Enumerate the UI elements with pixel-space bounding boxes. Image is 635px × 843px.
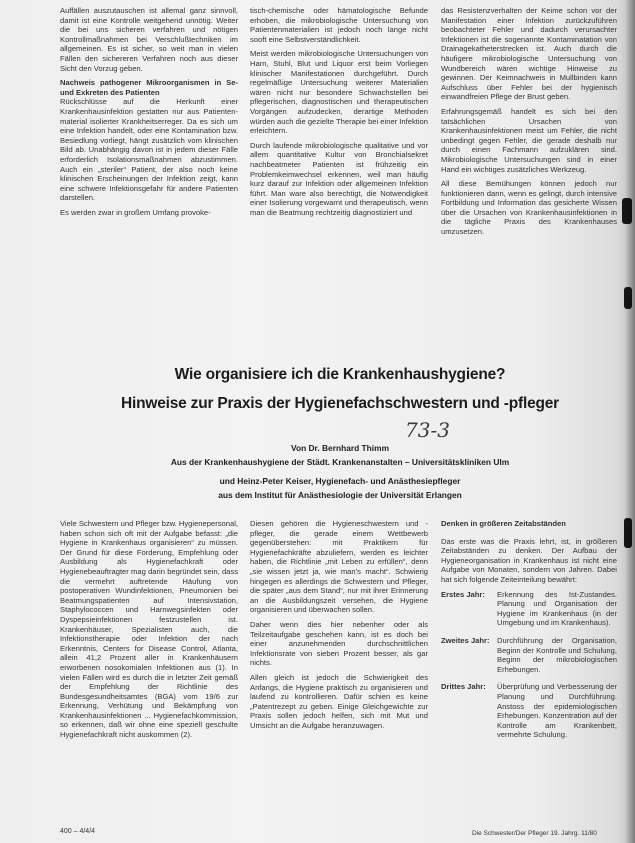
year-description: Durchführung der Organisation, Beginn der Kontrolle und Schulung, Beginn der mikrobiologischen Erhebungen. [497, 635, 617, 674]
top-col1-paragraph-2: Rückschlüsse auf die Herkunft einer Krankenhausinfektion gestatten nur aus Patienten-material isolierter Krankheitserreger. Da es sich um eine Infektion handelt, oder eine Kontamination bzw. Besiedlung vorliegt, hängt zusätzlich vom klinischen Bild ab. Unabhängig davon ist in jedem dieser Fälle erforderlich Isolationsmaßnahmen abzustimmen. Auch ein „steriler“ Patient, der also noch keine klinischen Erscheinungen der Infektion zeigt, kann eine schwere Infektionsgefahr für andere Patienten darstellen. [60, 97, 238, 203]
bottom-column-3 [441, 519, 617, 748]
article-subtitle: Hinweise zur Praxis der Hygienefachschwestern und -pfleger [120, 395, 560, 412]
bottom-col3-heading: Denken in größeren Zeitabständen [441, 519, 566, 528]
bottom-column-2 [250, 519, 428, 735]
top-col1-paragraph-3: Es werden zwar in großem Umfang provoke- [60, 207, 211, 217]
top-col3-paragraph-1: das Resistenzverhalten der Keime schon vor der Manifestation einer Infektion zurückzuführen beobachteter Fehler und dadurch verursachter Infektionen ist die sogenannte Kontaminatation von Drainagekatheterstrecken ist. Auch durch die häufigere mikrobiologische Untersuchung von Wundbereich wären wichtige Hinweise zu gewinnen. Der Keimnachweis in Mullbinden kann Aufschluss über Fehler bei der hygienisch einwandfreien Pflege der Brust geben. [441, 6, 617, 102]
byline-author-1: Von Dr. Bernhard Thimm [290, 443, 390, 453]
year-schedule-row [441, 636, 617, 674]
bottom-column-1 [60, 519, 238, 745]
bottom-col2-paragraph-2: Daher wenn dies hier nebenher oder als Teilzeitaufgabe geschehen kann, ist es doch bei einer anzunehmenden durchschnittlichen Infektionsrate von sieben Prozent besser, als gar nichts. [250, 619, 428, 668]
article-title: Wie organisiere ich die Krankenhaushygiene? [174, 366, 506, 383]
year-schedule-row [441, 590, 617, 628]
year-description: Erkennung des Ist-Zustandes. Planung und Organisation der Hygiene im Krankenhaus (in der Umgebung und im Krankenhaus). [497, 589, 617, 628]
year-schedule [441, 590, 617, 740]
bottom-col3-paragraph: Das erste was die Praxis lehrt, ist, in größeren Zeitabständen zu denken. Der Aufbau der Hygieneorganisation in Krankenhaus ist nicht eine Aufgabe von Monaten, sondern von Jahren. Dabei hat sich folgende Zeiteinteilung bewährt: [441, 536, 617, 584]
top-col3-paragraph-3: All diese Bemühungen können jedoch nur funktionieren dann, wenn es gelingt, durch intensive Fortbildung und Information das gesicherte Wissen über die Ursachen von Krankenhausinfektionen in die tägliche Praxis des Krankenhauses umzusetzen. [441, 179, 617, 237]
year-description: Überprüfung und Verbesserung der Planung und Durchführung. Anstoss der epidemiologischen Erhebungen. Konzentration auf der Kontrolle am Krankenbett, vermehrte Schulung. [497, 682, 617, 740]
top-column-1 [60, 6, 238, 222]
byline-author-2: und Heinz-Peter Keiser, Hygienefach- und Anästhesiepfleger [219, 476, 461, 486]
top-col1-paragraph-1: Auffällen auszutauschen ist allemal ganz sinnvoll, damit ist eine Kontrolle weitgehend unnötig. Weiter die bei uns sicheren verfahren und nötigen Kontrollmaßnahmen bei Verschlußtechniken im allgemeinen. Es ist sicher, so weit man in vielen Fällen den sichereren Verfahren noch aus dieser Sicht den Vorzug geben. [60, 6, 238, 73]
scan-edge-shadow [625, 0, 635, 843]
top-column-2 [250, 6, 428, 222]
bottom-col2-paragraph-3: Allen gleich ist jedoch die Schwierigkeit des Anfangs, die Hygiene praktisch zu organisieren und laufend zu kontrollieren. Dafür schien es keine „Patentrezept zu geben. Einige Gleichgewichte zur Praxis sollen jedoch helfen, sich mit Mut und Umsicht an die Aufgabe heranzuwagen. [250, 672, 428, 730]
byline-affiliation-2: aus dem Institut für Anästhesiologie der Universität Erlangen [218, 490, 462, 500]
top-column-3 [441, 6, 617, 242]
year-label: Zweites Jahr: [441, 635, 490, 645]
year-label: Erstes Jahr: [441, 589, 485, 599]
year-label: Drittes Jahr: [441, 682, 486, 692]
year-schedule-row [441, 682, 617, 740]
bottom-col2-paragraph-1: Diesen gehören die Hygieneschwestern und -pfleger, die gerade einem Wettbewerb gegenüberstehen: mit Praktikern für Hygienefachkräfte abzuliefern, werden es leichter haben, die Richtlinie „mit Leben zu erfüllen“, denn „sie wissen jetzt ja, wie man’s macht“. Schwierig hingegen es allerdings die Schwestern und Pfleger, die später „aus dem Stand“, nur mit ihrer Erinnerung an die Ausbildungszeit versehen, die Hygiene organisieren und überwachen sollen. [250, 519, 428, 615]
top-col3-paragraph-2: Erfahrungsgemäß handelt es sich bei den tatsächlichen Ursachen von Krankenhausinfektionen meist um Fehler, die nicht unbedingt gegen Fehler, die gerade deshalb nur durch einen Fachmann aufzuklären sind. Mikrobiologische Untersuchungen sind in einer Hand ein wichtiges zusätzliches Werkzeug. [441, 106, 617, 174]
handwritten-annotation: 73-3 [405, 418, 450, 442]
top-col2-paragraph-2: Meist werden mikrobiologische Untersuchungen von Harn, Stuhl, Blut und Liquor erst beim Vorliegen klinischer Manifestationen durchgeführt. Durch regelmäßige Untersuchung weiterer Materialien wären nicht nur besondere Schwachstellen bei pflegerischen, diagnostischen und therapeutischen Vorgängen aufzudecken, derartige Methoden würden auch die gezielte Therapie bei einer Infektion erleichtern. [250, 49, 429, 136]
page-number: 400 – 4/4/4 [60, 828, 96, 835]
top-col2-paragraph-1: tisch-chemische oder hämatologische Befunde erhoben, die mikrobiologische Untersuchung von Patientenmaterialien ist jedoch noch lange nicht sooft eine Selbstverständlichkeit. [250, 6, 428, 44]
byline-affiliation-1: Aus der Krankenhaushygiene der Städt. Krankenanstalten – Universitätskliniken Ulm [170, 457, 510, 467]
bottom-col1-paragraph: Viele Schwestern und Pfleger bzw. Hygienepersonal, haben schon sich oft mit der Aufgabe befasst: „die Hygiene in Krankenhaus organisieren“ zu müssen. Der Grund für diese Forderung, Empfehlung oder Ausbildung als Hygienefachkraft oder Hygienebeauftragter mag darin begründet sein, dass die vermehrt auftretende Häufung von postoperativen Wundinfektionen, Pneumonien bei Beatmungspatienten auf Intensivstation, Staphylococcen und Harnwegsinfekten oder Dyspepsieinfektionen festzustellen ist. Krankenhäuser, Spezialisten auch, die Infektionstherapie oder Infektion der nach Erkenntnis, Centers for Disease Control, Atlanta, allein 41,2 Prozent aller in Krankenhäusern erworbenen nosokomialen Infektionen aus (1). In vielen Fällen wird es durch die in letzter Zeit gemäß der Empfehlung der Richtlinie des Bundesgesundheitsamtes (BGA) vom 19/6 zur Erkennung, Verhütung und Bekämpfung von Krankenhausinfektionen ... Hygienefachkommission, so erkennen, daß wir ohne eine speziell geschulte Hygienefachkraft nicht auskommen (2). [60, 519, 238, 740]
top-col2-paragraph-3: Durch laufende mikrobiologische qualitative und vor allem quantitative Kultur von Bronchialsekret nachbeatmeter Patienten ist frühzeitig ein Problemkeimwechsel erkennen, weil man häufig kurz darauf zur Infektion oder allgemeinen Infektion führt. Man ware also berechtigt, die Notwendigkeit einer Isolierung vorgewarnt und therapeutisch, wenn man die Beatmung rechtzeitig diagnostiziert und [250, 140, 428, 217]
journal-reference: Die Schwester/Der Pfleger 19. Jahrg. 11/80 [472, 830, 597, 837]
top-col1-heading: Nachweis pathogener Mikroorganismen in Se- und Exkreten des Patienten [60, 78, 238, 97]
